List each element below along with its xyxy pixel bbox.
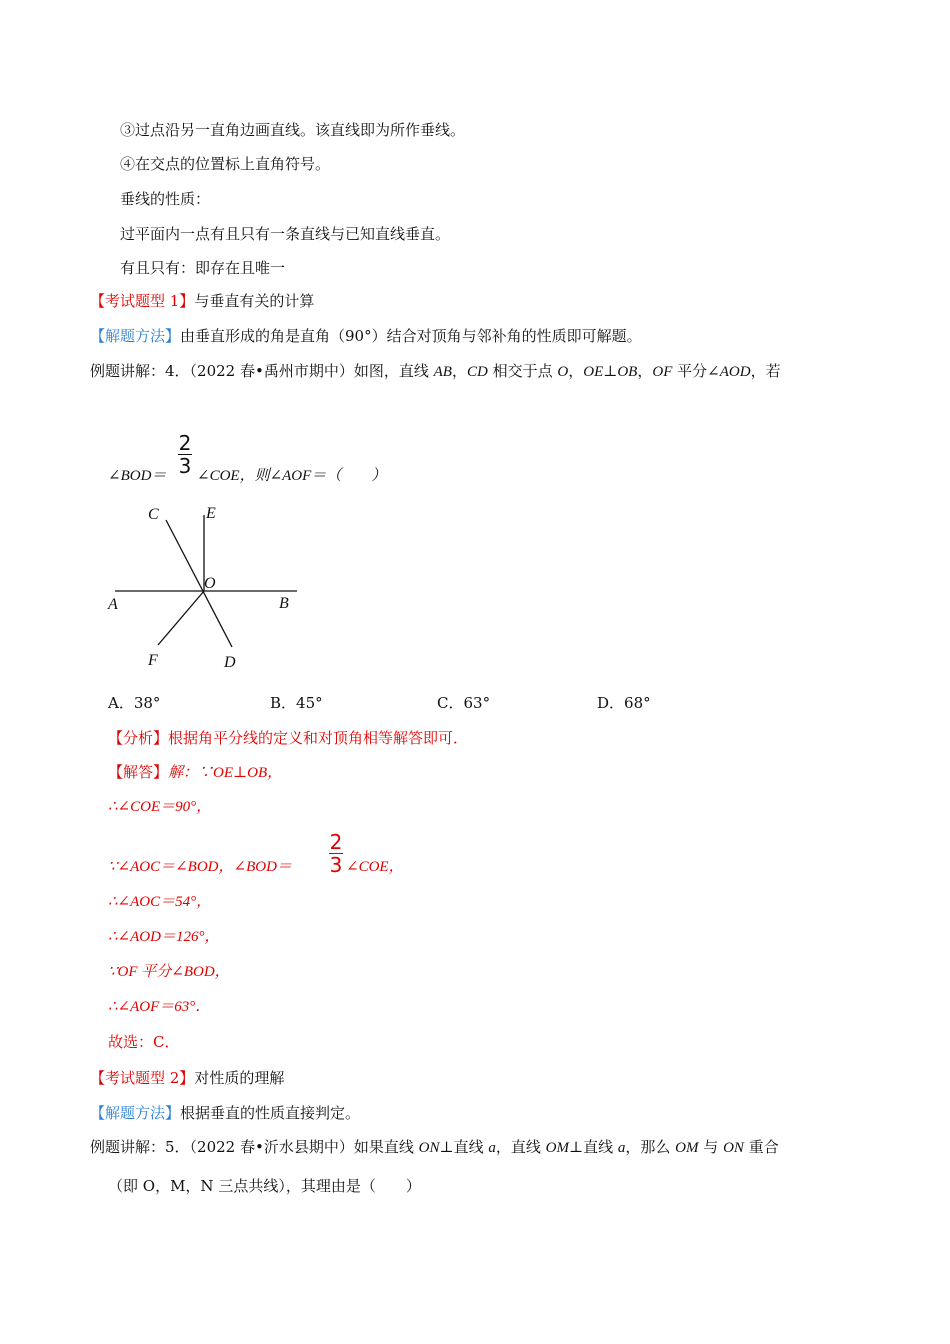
solution-line-5: ∵OF 平分∠BOD，	[108, 964, 230, 980]
var-ab: AB	[433, 364, 452, 380]
label-c: C	[148, 506, 159, 523]
type2-method-text: 根据垂直的性质直接判定。	[180, 1104, 361, 1122]
frac-den: 3	[329, 853, 343, 877]
solution-line-2: ∵∠AOC＝∠BOD，∠BOD＝	[108, 859, 292, 875]
sep: ，	[568, 362, 584, 380]
frac-num: 2	[178, 431, 192, 455]
ray-of	[158, 591, 204, 645]
type1-method	[90, 326, 642, 346]
solution-fraction	[326, 831, 346, 876]
type2-method-tag: 【解题方法】	[90, 1104, 181, 1122]
text: ⊥直线	[568, 1138, 614, 1156]
option-b: B．45°	[270, 694, 323, 712]
step-3: ③过点沿另一直角边画直线。该直线即为所作垂线。	[120, 121, 466, 139]
solution-line-3: ∴∠AOC＝54°，	[108, 894, 212, 910]
var-om: OM	[675, 1140, 699, 1156]
label-b: B	[279, 595, 289, 612]
analysis-tag: 【分析】	[108, 729, 169, 747]
type1-method-tag: 【解题方法】	[90, 327, 181, 345]
analysis	[108, 728, 468, 748]
property-statement: 过平面内一点有且只有一条直线与已知直线垂直。	[120, 225, 451, 243]
answer-tag: 【解答】	[108, 763, 169, 781]
type2-method	[90, 1103, 360, 1123]
sep: ，	[637, 362, 653, 380]
type1-method-text: 由垂直形成的角是直角（90°）结合对顶角与邻补角的性质即可解题。	[180, 327, 642, 345]
var-of: OF	[652, 364, 673, 380]
type1-tag: 【考试题型 1】	[90, 292, 195, 310]
solution-line-4: ∴∠AOD＝126°，	[108, 929, 220, 945]
text-bisect: 平分∠	[677, 362, 720, 380]
var-o: O	[557, 364, 569, 380]
text-end: ，若	[750, 362, 781, 380]
type2-heading	[90, 1068, 284, 1088]
text: ，那么	[625, 1138, 671, 1156]
var-a: a	[488, 1140, 496, 1156]
answer	[108, 762, 282, 783]
label-d: D	[224, 654, 236, 671]
frac-num: 2	[329, 830, 343, 854]
type2-title: 对性质的理解	[194, 1069, 285, 1087]
analysis-text: 根据角平分线的定义和对顶角相等解答即可．	[168, 729, 469, 747]
var-oe-perp-ob: OE⊥OB	[583, 364, 638, 380]
text: 与	[703, 1138, 719, 1156]
var-a: a	[617, 1140, 626, 1156]
step-4: ④在交点的位置标上直角符号。	[120, 155, 331, 173]
property-heading: 垂线的性质：	[120, 190, 211, 208]
solution-choice: 故选：C．	[108, 1033, 180, 1051]
label-a: A	[108, 596, 118, 613]
var-cd: CD	[466, 364, 488, 380]
property-note: 有且只有：即存在且唯一	[120, 259, 286, 277]
text-mid: 相交于点	[492, 362, 553, 380]
option-a: A．38°	[108, 694, 161, 712]
text: ，直线	[495, 1138, 541, 1156]
solution-line-1: ∴∠COE＝90°，	[108, 799, 212, 815]
line-cd	[166, 520, 232, 647]
type1-heading	[90, 291, 314, 311]
example-5-line2: （即 O，M，N 三点共线），其理由是（ ）	[108, 1177, 421, 1195]
condition-left: ∠BOD＝	[108, 468, 167, 484]
geometry-figure	[100, 495, 310, 680]
sep: ，	[451, 362, 467, 380]
solution-line-6: ∴∠AOF＝63°．	[108, 999, 211, 1015]
type1-title: 与垂直有关的计算	[194, 292, 315, 310]
answer-start: 解：∵OE⊥OB，	[168, 765, 283, 781]
type2-tag: 【考试题型 2】	[90, 1069, 195, 1087]
example-4-stem	[90, 361, 781, 382]
label-o: O	[204, 575, 216, 592]
label-e: E	[206, 505, 216, 522]
solution-line-2b: ∠COE，	[346, 859, 404, 875]
fraction-two-thirds	[175, 432, 195, 477]
text: 重合	[748, 1138, 779, 1156]
label-f: F	[148, 652, 158, 669]
example-5-prefix: 例题讲解：5．（2022 春•沂水县期中）如果直线	[90, 1138, 414, 1156]
frac-den: 3	[178, 454, 192, 478]
var-om: OM	[545, 1140, 569, 1156]
option-d: D．68°	[597, 694, 651, 712]
option-c: C．63°	[437, 694, 491, 712]
example-4-prefix: 例题讲解：4．（2022 春•禹州市期中）如图，直线	[90, 362, 429, 380]
var-aod: AOD	[719, 364, 751, 380]
condition-right: ∠COE，则∠AOF＝（ ）	[197, 468, 387, 484]
example-5-stem	[90, 1137, 779, 1158]
var-on: ON	[723, 1140, 744, 1156]
var-on: ON	[418, 1140, 440, 1156]
text: ⊥直线	[439, 1138, 484, 1156]
